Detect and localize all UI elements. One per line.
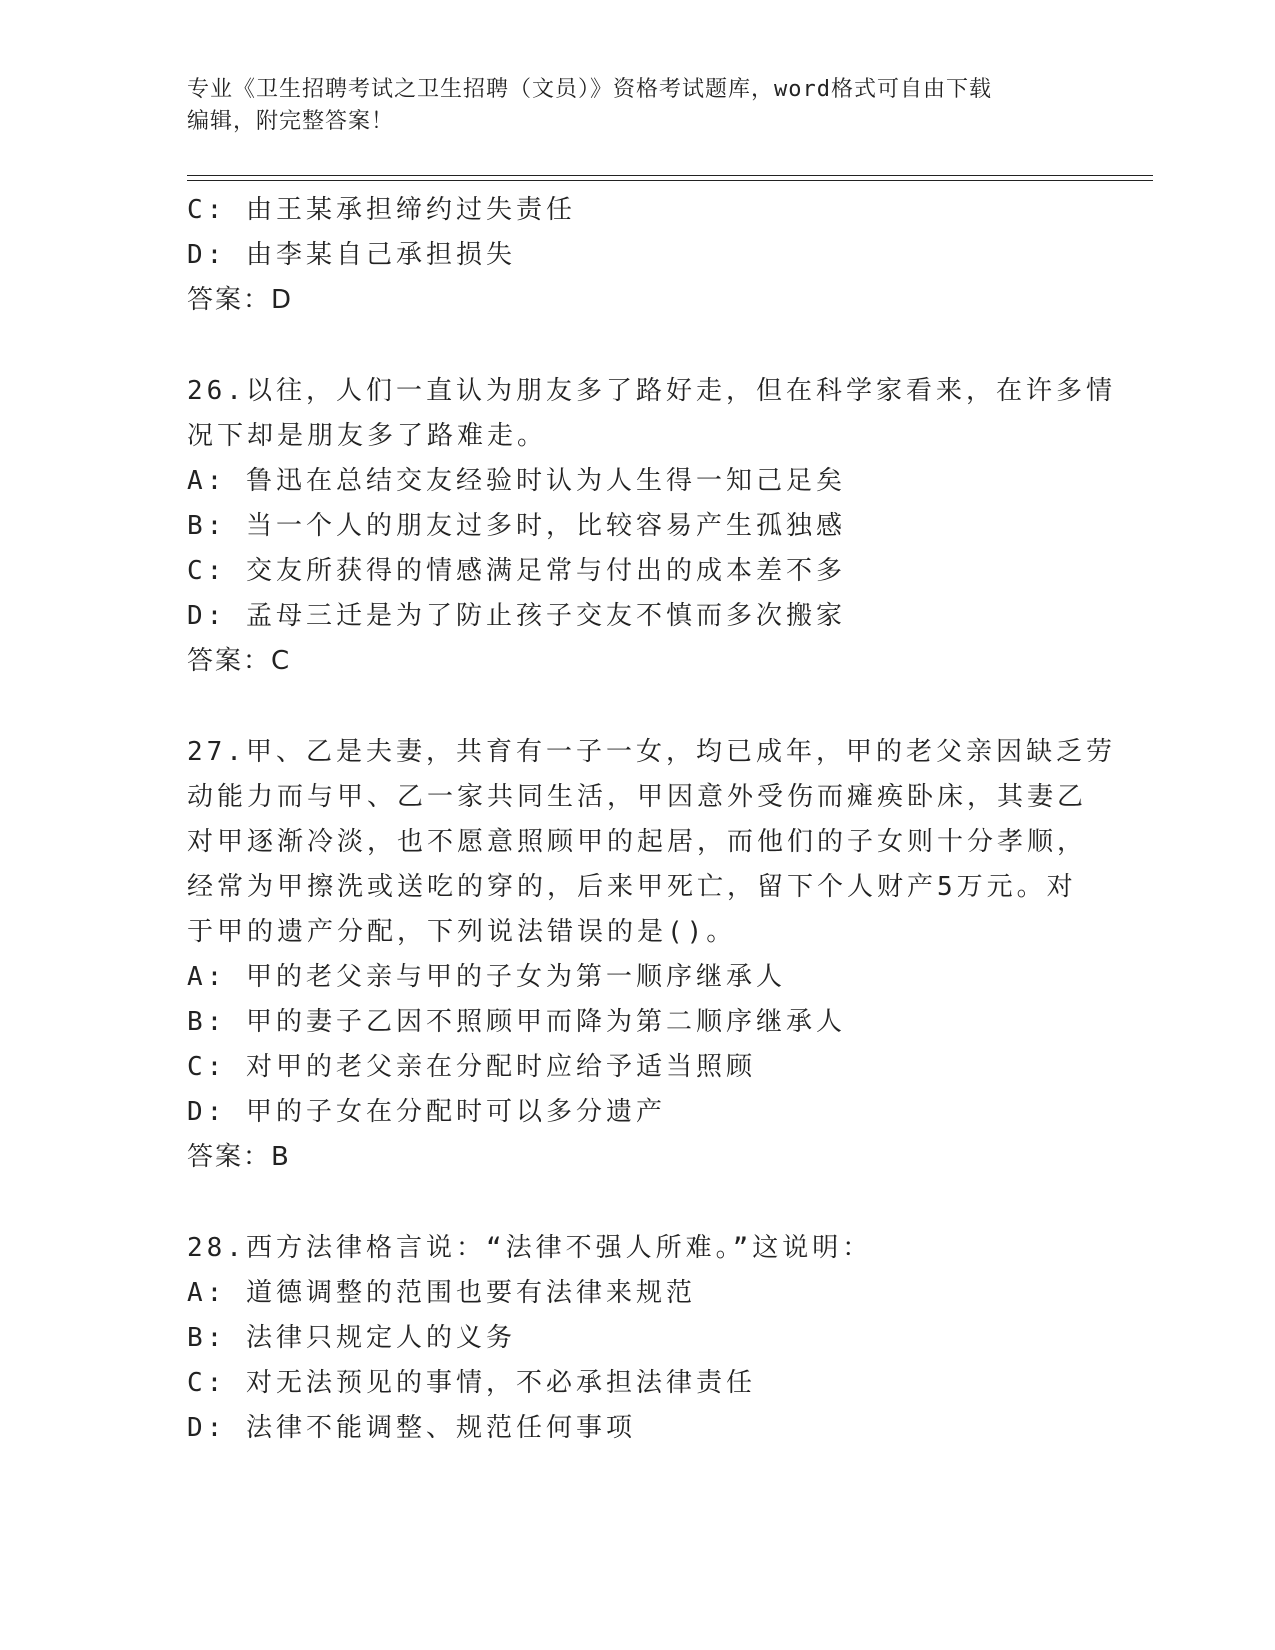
document-header [187, 74, 1087, 138]
option-b: B: 甲的妻子乙因不照顾甲而降为第二顺序继承人 [187, 1007, 846, 1037]
question-stem: 况下却是朋友多了路难走。 [187, 421, 548, 451]
option-b: B: 当一个人的朋友过多时，比较容易产生孤独感 [187, 511, 846, 541]
header-line-2: 编辑，附完整答案！ [187, 109, 395, 134]
question-stem: 经常为甲擦洗或送吃的穿的，后来甲死亡，留下个人财产5万元。对 [187, 872, 1077, 902]
option-d: D: 孟母三迁是为了防止孩子交友不慎而多次搬家 [187, 601, 846, 631]
option-c: C: 由王某承担缔约过失责任 [187, 195, 576, 225]
question-stem: 27.甲、乙是夫妻，共育有一子一女，均已成年，甲的老父亲因缺乏劳 [187, 737, 1116, 767]
option-a: A: 甲的老父亲与甲的子女为第一顺序继承人 [187, 962, 786, 992]
option-c: C: 对甲的老父亲在分配时应给予适当照顾 [187, 1052, 756, 1082]
question-25-tail [187, 188, 1107, 323]
header-rule-bottom [187, 180, 1153, 181]
question-stem: 动能力而与甲、乙一家共同生活，甲因意外受伤而瘫痪卧床，其妻乙 [187, 782, 1088, 812]
answer: 答案：C [187, 646, 292, 676]
question-27 [187, 730, 1116, 1180]
question-stem: 对甲逐渐冷淡，也不愿意照顾甲的起居，而他们的子女则十分孝顺， [187, 827, 1088, 857]
option-d: D: 由李某自己承担损失 [187, 240, 516, 270]
option-c: C: 对无法预见的事情，不必承担法律责任 [187, 1368, 756, 1398]
option-c: C: 交友所获得的情感满足常与付出的成本差不多 [187, 556, 846, 586]
question-stem: 28.西方法律格言说：“法律不强人所难。”这说明： [187, 1233, 873, 1263]
option-b: B: 法律只规定人的义务 [187, 1323, 516, 1353]
question-28 [187, 1226, 1107, 1451]
answer: 答案：D [187, 285, 294, 315]
question-stem: 于甲的遗产分配，下列说法错误的是()。 [187, 917, 737, 947]
question-list [187, 188, 1116, 1451]
question-26 [187, 369, 1116, 684]
option-a: A: 道德调整的范围也要有法律来规范 [187, 1278, 696, 1308]
option-a: A: 鲁迅在总结交友经验时认为人生得一知己足矣 [187, 466, 846, 496]
header-rule-top [187, 175, 1153, 176]
answer: 答案：B [187, 1142, 291, 1172]
option-d: D: 法律不能调整、规范任何事项 [187, 1413, 636, 1443]
header-line-1: 专业《卫生招聘考试之卫生招聘（文员）》资格考试题库，word格式可自由下载 [187, 77, 992, 102]
question-stem: 26.以往，人们一直认为朋友多了路好走，但在科学家看来，在许多情 [187, 376, 1116, 406]
option-d: D: 甲的子女在分配时可以多分遗产 [187, 1097, 666, 1127]
